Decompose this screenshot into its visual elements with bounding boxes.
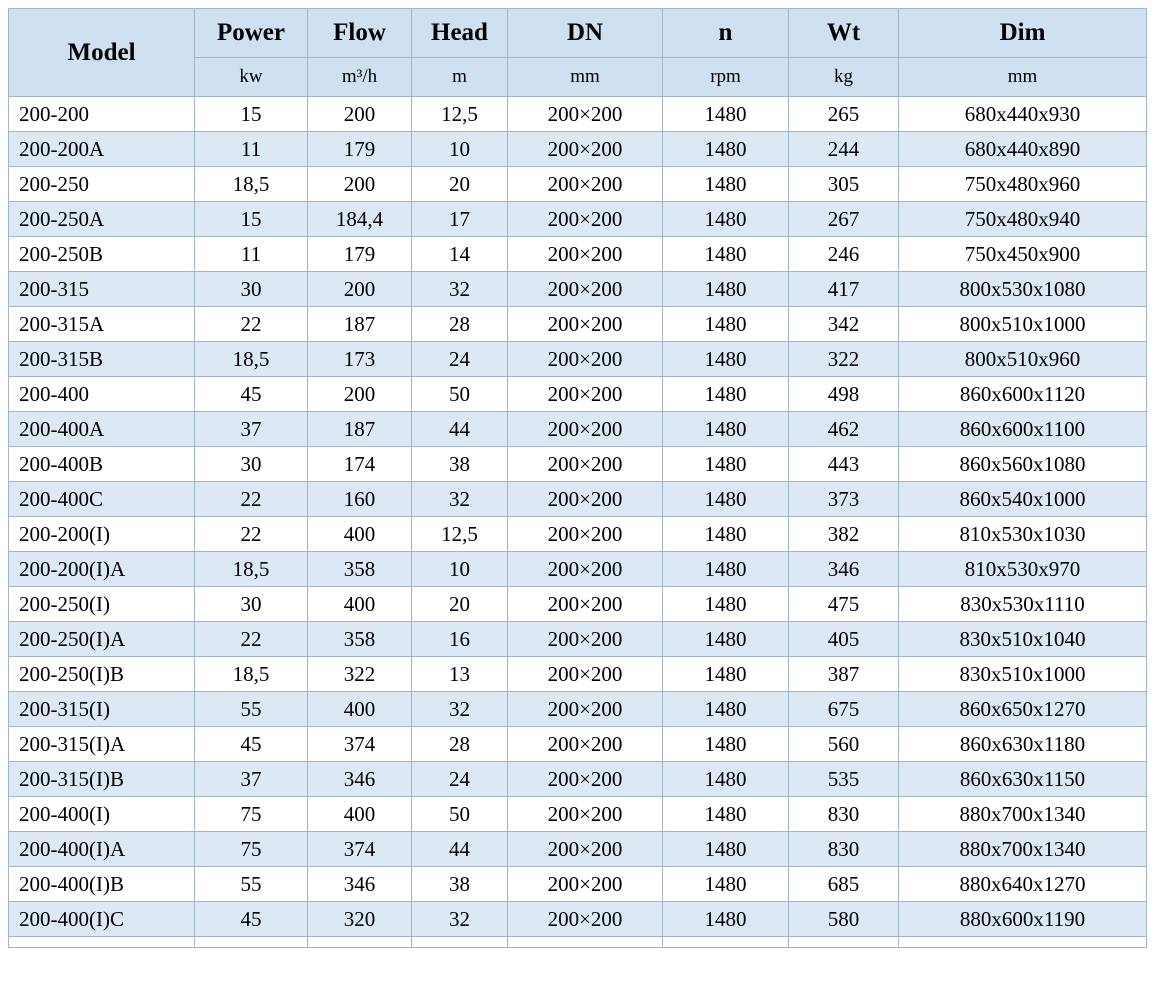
table-cell: 28	[412, 727, 508, 762]
table-cell: 400	[308, 517, 412, 552]
table-cell: 200×200	[508, 412, 663, 447]
table-cell: 860x560x1080	[899, 447, 1147, 482]
table-cell: 18,5	[195, 657, 308, 692]
table-cell: 810x530x1030	[899, 517, 1147, 552]
table-cell: 200×200	[508, 447, 663, 482]
table-cell: 18,5	[195, 552, 308, 587]
table-cell: 187	[308, 307, 412, 342]
table-cell-partial	[663, 937, 789, 948]
column-unit-dim: mm	[899, 58, 1147, 97]
table-cell: 342	[789, 307, 899, 342]
table-cell: 860x630x1180	[899, 727, 1147, 762]
table-cell: 22	[195, 482, 308, 517]
table-cell: 200×200	[508, 167, 663, 202]
cell-model: 200-400(I)B	[9, 867, 195, 902]
table-cell: 1480	[663, 377, 789, 412]
table-cell: 1480	[663, 902, 789, 937]
cell-model: 200-315(I)	[9, 692, 195, 727]
cell-model: 200-200(I)	[9, 517, 195, 552]
table-header	[9, 9, 1147, 97]
table-cell: 32	[412, 902, 508, 937]
table-cell: 15	[195, 97, 308, 132]
table-cell: 37	[195, 762, 308, 797]
table-cell: 265	[789, 97, 899, 132]
cell-model: 200-400A	[9, 412, 195, 447]
table-cell: 17	[412, 202, 508, 237]
table-cell: 382	[789, 517, 899, 552]
table-cell: 1480	[663, 307, 789, 342]
column-header-power: Power	[195, 9, 308, 58]
column-header-wt: Wt	[789, 9, 899, 58]
table-cell: 10	[412, 132, 508, 167]
table-cell: 750x480x940	[899, 202, 1147, 237]
cell-model: 200-250	[9, 167, 195, 202]
table-cell: 1480	[663, 517, 789, 552]
table-cell: 880x700x1340	[899, 832, 1147, 867]
table-row	[9, 517, 1147, 552]
table-row	[9, 307, 1147, 342]
table-cell: 1480	[663, 552, 789, 587]
table-cell: 45	[195, 377, 308, 412]
table-cell: 200×200	[508, 377, 663, 412]
table-cell: 1480	[663, 797, 789, 832]
table-cell: 37	[195, 412, 308, 447]
table-cell: 200×200	[508, 482, 663, 517]
table-cell: 1480	[663, 132, 789, 167]
table-cell: 560	[789, 727, 899, 762]
column-unit-dn: mm	[508, 58, 663, 97]
cell-model: 200-400(I)	[9, 797, 195, 832]
table-cell: 800x530x1080	[899, 272, 1147, 307]
column-unit-head: m	[412, 58, 508, 97]
table-cell: 28	[412, 307, 508, 342]
table-cell: 20	[412, 167, 508, 202]
cell-model: 200-400	[9, 377, 195, 412]
table-cell: 44	[412, 412, 508, 447]
table-cell: 830x510x1040	[899, 622, 1147, 657]
table-cell: 200×200	[508, 587, 663, 622]
table-cell: 880x600x1190	[899, 902, 1147, 937]
table-cell: 680x440x890	[899, 132, 1147, 167]
table-cell: 1480	[663, 202, 789, 237]
table-cell: 200×200	[508, 797, 663, 832]
table-cell: 405	[789, 622, 899, 657]
table-row	[9, 97, 1147, 132]
table-cell: 179	[308, 132, 412, 167]
table-cell-partial	[508, 937, 663, 948]
table-cell: 1480	[663, 692, 789, 727]
column-header-model: Model	[9, 9, 195, 97]
table-cell: 200×200	[508, 132, 663, 167]
table-cell: 11	[195, 237, 308, 272]
table-cell: 75	[195, 832, 308, 867]
table-cell: 860x540x1000	[899, 482, 1147, 517]
table-cell: 320	[308, 902, 412, 937]
table-cell: 12,5	[412, 97, 508, 132]
table-cell: 400	[308, 797, 412, 832]
table-cell: 322	[789, 342, 899, 377]
table-row	[9, 377, 1147, 412]
table-row	[9, 867, 1147, 902]
cell-model: 200-200(I)A	[9, 552, 195, 587]
cell-model: 200-315	[9, 272, 195, 307]
table-cell: 50	[412, 377, 508, 412]
table-cell: 184,4	[308, 202, 412, 237]
table-cell: 1480	[663, 762, 789, 797]
table-cell: 173	[308, 342, 412, 377]
table-cell: 200	[308, 377, 412, 412]
table-cell: 880x640x1270	[899, 867, 1147, 902]
table-row-partial	[9, 937, 1147, 948]
table-cell: 200×200	[508, 517, 663, 552]
table-cell: 200×200	[508, 727, 663, 762]
table-cell: 860x630x1150	[899, 762, 1147, 797]
table-row	[9, 237, 1147, 272]
table-cell: 346	[308, 762, 412, 797]
table-cell: 200×200	[508, 867, 663, 902]
column-header-head: Head	[412, 9, 508, 58]
table-cell: 200×200	[508, 272, 663, 307]
table-cell: 1480	[663, 622, 789, 657]
table-cell: 800x510x1000	[899, 307, 1147, 342]
table-row	[9, 727, 1147, 762]
table-row	[9, 622, 1147, 657]
table-cell: 11	[195, 132, 308, 167]
column-unit-wt: kg	[789, 58, 899, 97]
table-cell: 346	[308, 867, 412, 902]
table-cell: 685	[789, 867, 899, 902]
table-cell: 462	[789, 412, 899, 447]
table-cell: 200×200	[508, 552, 663, 587]
table-cell: 358	[308, 552, 412, 587]
table-cell: 32	[412, 482, 508, 517]
table-cell: 305	[789, 167, 899, 202]
table-cell: 443	[789, 447, 899, 482]
table-cell: 860x600x1100	[899, 412, 1147, 447]
table-cell: 187	[308, 412, 412, 447]
table-cell: 475	[789, 587, 899, 622]
table-cell: 374	[308, 832, 412, 867]
column-header-dim: Dim	[899, 9, 1147, 58]
table-cell: 20	[412, 587, 508, 622]
table-cell: 200×200	[508, 762, 663, 797]
table-cell: 535	[789, 762, 899, 797]
cell-model: 200-315B	[9, 342, 195, 377]
table-cell: 45	[195, 902, 308, 937]
table-cell: 160	[308, 482, 412, 517]
table-cell: 1480	[663, 272, 789, 307]
table-cell: 75	[195, 797, 308, 832]
table-cell: 810x530x970	[899, 552, 1147, 587]
table-cell: 200×200	[508, 657, 663, 692]
table-cell: 1480	[663, 727, 789, 762]
cell-model: 200-400(I)C	[9, 902, 195, 937]
table-cell-partial	[195, 937, 308, 948]
table-cell: 200×200	[508, 342, 663, 377]
table-cell: 179	[308, 237, 412, 272]
table-cell: 10	[412, 552, 508, 587]
table-cell-partial	[9, 937, 195, 948]
cell-model: 200-200A	[9, 132, 195, 167]
table-cell: 22	[195, 622, 308, 657]
table-cell: 14	[412, 237, 508, 272]
table-cell: 498	[789, 377, 899, 412]
table-row	[9, 692, 1147, 727]
table-cell: 55	[195, 867, 308, 902]
table-cell: 1480	[663, 167, 789, 202]
table-cell: 1480	[663, 342, 789, 377]
table-cell: 244	[789, 132, 899, 167]
table-cell-partial	[899, 937, 1147, 948]
table-row	[9, 202, 1147, 237]
table-cell: 417	[789, 272, 899, 307]
table-cell: 400	[308, 587, 412, 622]
table-cell: 800x510x960	[899, 342, 1147, 377]
table-cell-partial	[412, 937, 508, 948]
table-cell: 30	[195, 447, 308, 482]
table-cell: 38	[412, 447, 508, 482]
cell-model: 200-250(I)A	[9, 622, 195, 657]
table-cell: 15	[195, 202, 308, 237]
table-cell: 44	[412, 832, 508, 867]
table-cell: 24	[412, 762, 508, 797]
table-cell: 1480	[663, 447, 789, 482]
table-cell: 200×200	[508, 832, 663, 867]
table-cell: 45	[195, 727, 308, 762]
table-row	[9, 132, 1147, 167]
table-row	[9, 342, 1147, 377]
table-cell: 1480	[663, 867, 789, 902]
cell-model: 200-400(I)A	[9, 832, 195, 867]
table-cell: 880x700x1340	[899, 797, 1147, 832]
table-cell: 200×200	[508, 202, 663, 237]
table-cell: 750x450x900	[899, 237, 1147, 272]
table-cell: 174	[308, 447, 412, 482]
table-cell: 830	[789, 832, 899, 867]
table-cell: 580	[789, 902, 899, 937]
table-cell: 12,5	[412, 517, 508, 552]
table-cell: 32	[412, 272, 508, 307]
table-cell: 750x480x960	[899, 167, 1147, 202]
table-cell: 1480	[663, 482, 789, 517]
table-row	[9, 832, 1147, 867]
header-row-names	[9, 9, 1147, 58]
cell-model: 200-315A	[9, 307, 195, 342]
table-row	[9, 412, 1147, 447]
table-cell: 200×200	[508, 902, 663, 937]
table-row	[9, 902, 1147, 937]
table-cell: 32	[412, 692, 508, 727]
table-cell: 1480	[663, 832, 789, 867]
column-unit-power: kw	[195, 58, 308, 97]
table-cell: 16	[412, 622, 508, 657]
table-cell: 200×200	[508, 692, 663, 727]
table-row	[9, 762, 1147, 797]
table-body	[9, 97, 1147, 948]
table-cell: 55	[195, 692, 308, 727]
table-cell: 22	[195, 307, 308, 342]
table-cell: 860x650x1270	[899, 692, 1147, 727]
table-cell: 18,5	[195, 342, 308, 377]
table-row	[9, 167, 1147, 202]
column-unit-n: rpm	[663, 58, 789, 97]
table-cell: 38	[412, 867, 508, 902]
table-cell: 18,5	[195, 167, 308, 202]
cell-model: 200-250(I)	[9, 587, 195, 622]
table-cell: 13	[412, 657, 508, 692]
column-unit-flow: m³/h	[308, 58, 412, 97]
table-cell: 830x510x1000	[899, 657, 1147, 692]
table-cell: 346	[789, 552, 899, 587]
table-row	[9, 797, 1147, 832]
cell-model: 200-250(I)B	[9, 657, 195, 692]
cell-model: 200-250A	[9, 202, 195, 237]
table-cell: 675	[789, 692, 899, 727]
cell-model: 200-315(I)A	[9, 727, 195, 762]
cell-model: 200-250B	[9, 237, 195, 272]
table-cell: 830	[789, 797, 899, 832]
table-cell: 246	[789, 237, 899, 272]
table-cell: 322	[308, 657, 412, 692]
table-cell: 200	[308, 272, 412, 307]
table-cell: 1480	[663, 97, 789, 132]
table-row	[9, 587, 1147, 622]
table-cell: 200	[308, 97, 412, 132]
table-cell: 860x600x1120	[899, 377, 1147, 412]
table-cell: 22	[195, 517, 308, 552]
table-cell: 30	[195, 587, 308, 622]
table-row	[9, 552, 1147, 587]
table-cell: 50	[412, 797, 508, 832]
table-cell: 680x440x930	[899, 97, 1147, 132]
table-cell: 400	[308, 692, 412, 727]
pump-specification-table	[8, 8, 1147, 948]
table-cell-partial	[308, 937, 412, 948]
table-cell: 267	[789, 202, 899, 237]
table-row	[9, 272, 1147, 307]
table-row	[9, 482, 1147, 517]
table-cell: 830x530x1110	[899, 587, 1147, 622]
table-cell: 30	[195, 272, 308, 307]
table-cell: 200×200	[508, 97, 663, 132]
column-header-dn: DN	[508, 9, 663, 58]
table-cell: 1480	[663, 237, 789, 272]
table-cell-partial	[789, 937, 899, 948]
table-row	[9, 657, 1147, 692]
table-cell: 358	[308, 622, 412, 657]
cell-model: 200-200	[9, 97, 195, 132]
table-cell: 24	[412, 342, 508, 377]
column-header-n: n	[663, 9, 789, 58]
table-cell: 1480	[663, 657, 789, 692]
table-cell: 387	[789, 657, 899, 692]
table-cell: 373	[789, 482, 899, 517]
table-cell: 200×200	[508, 307, 663, 342]
column-header-flow: Flow	[308, 9, 412, 58]
table-cell: 1480	[663, 587, 789, 622]
table-cell: 374	[308, 727, 412, 762]
cell-model: 200-400B	[9, 447, 195, 482]
table-row	[9, 447, 1147, 482]
table-cell: 200×200	[508, 237, 663, 272]
table-cell: 200	[308, 167, 412, 202]
table-cell: 200×200	[508, 622, 663, 657]
table-cell: 1480	[663, 412, 789, 447]
cell-model: 200-400C	[9, 482, 195, 517]
cell-model: 200-315(I)B	[9, 762, 195, 797]
